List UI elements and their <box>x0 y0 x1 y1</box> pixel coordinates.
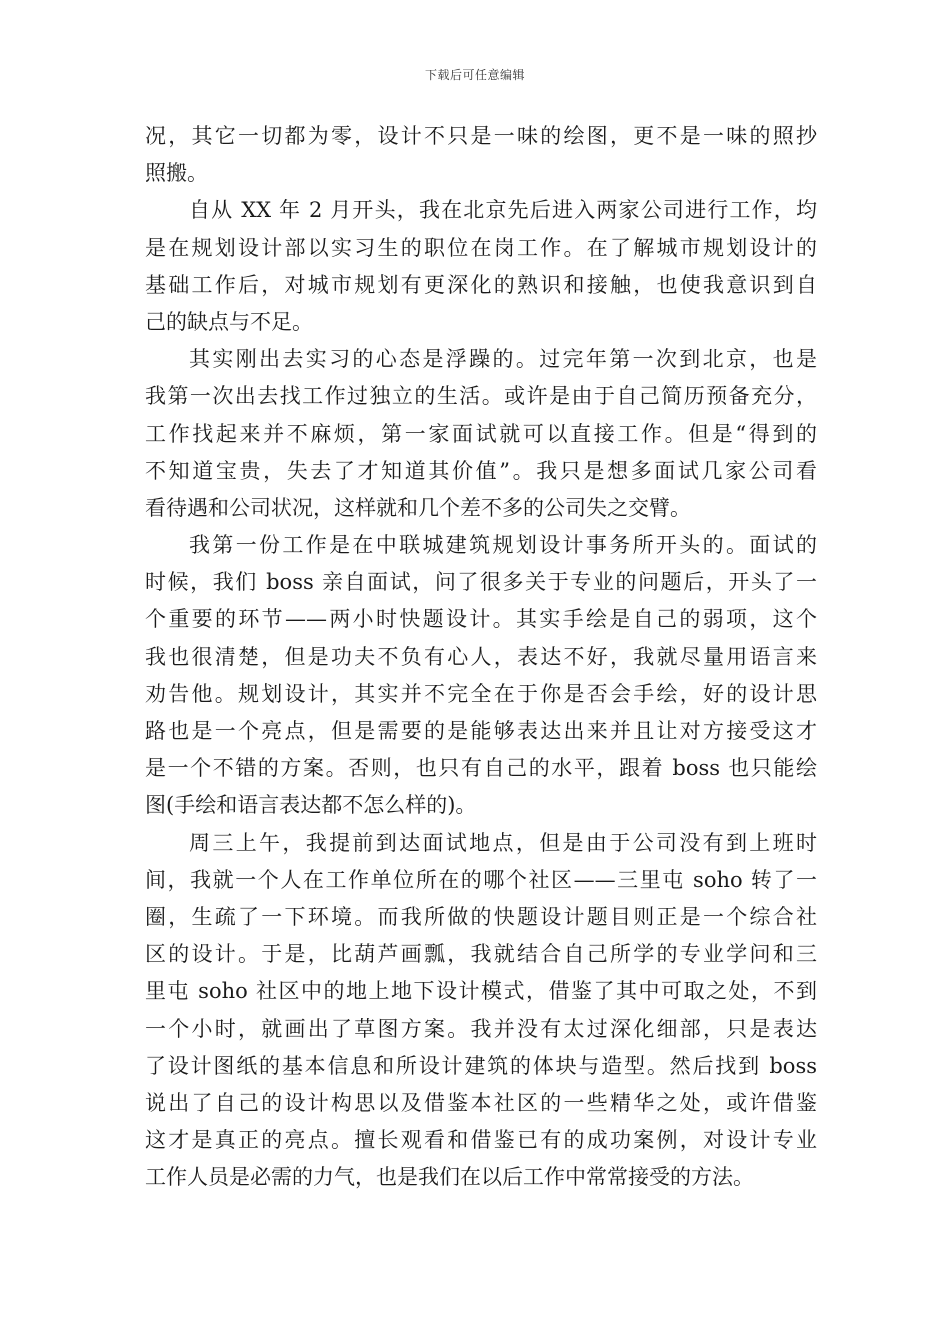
text-line: 这才是真正的亮点。擅长观看和借鉴已有的成功案例，对设计专业 <box>145 1128 817 1153</box>
text-line: 周三上午，我提前到达面试地点，但是由于公司没有到上班时 <box>189 830 817 855</box>
text-line: 劝告他。规划设计，其实并不完全在于你是否会手绘，好的设计思 <box>145 681 817 706</box>
document-body <box>145 118 817 1196</box>
text-line: 图(手绘和语言表达都不怎么样的)。 <box>145 793 477 818</box>
text-line: 是在规划设计部以实习生的职位在岗工作。在了解城市规划设计的 <box>145 235 817 260</box>
text-line: 说出了自己的设计构思以及借鉴本社区的一些精华之处，或许借鉴 <box>145 1090 817 1115</box>
text-line: 了设计图纸的基本信息和所设计建筑的体块与造型。然后找到 boss <box>145 1053 817 1078</box>
text-line: 一个小时，就画出了草图方案。我并没有太过深化细部，只是表达 <box>145 1016 817 1041</box>
text-line: 其实刚出去实习的心态是浮躁的。过完年第一次到北京，也是 <box>189 347 817 372</box>
page-header: 下载后可任意编辑 <box>424 68 525 82</box>
text-line: 工作找起来并不麻烦，第一家面试就可以直接工作。但是“得到的 <box>145 421 817 446</box>
text-line: 里屯 soho 社区中的地上地下设计模式，借鉴了其中可取之处，不到 <box>145 979 817 1004</box>
text-line: 我也很清楚，但是功夫不负有心人，表达不好，我就尽量用语言来 <box>145 644 817 669</box>
text-line: 圈，生疏了一下环境。而我所做的快题设计题目则正是一个综合社 <box>145 904 817 929</box>
text-line: 不知道宝贵，失去了才知道其价值”。我只是想多面试几家公司看 <box>145 458 817 483</box>
text-line: 间，我就一个人在工作单位所在的哪个社区——三里屯 soho 转了一 <box>145 867 817 892</box>
text-line: 是一个不错的方案。否则，也只有自己的水平，跟着 boss 也只能绘 <box>145 756 817 781</box>
text-line: 我第一次出去找工作过独立的生活。或许是由于自己简历预备充分， <box>145 384 817 409</box>
text-line: 基础工作后，对城市规划有更深化的熟识和接触，也使我意识到自 <box>145 272 817 297</box>
text-line: 个重要的环节——两小时快题设计。其实手绘是自己的弱项，这个 <box>145 607 817 632</box>
text-line: 况，其它一切都为零，设计不只是一味的绘图，更不是一味的照抄 <box>145 124 817 148</box>
text-line: 区的设计。于是，比葫芦画瓢，我就结合自己所学的专业学问和三 <box>145 942 817 967</box>
text-line: 己的缺点与不足。 <box>145 309 313 334</box>
text-line: 看待遇和公司状况，这样就和几个差不多的公司失之交臂。 <box>145 495 691 520</box>
text-line: 自从 XX 年 2 月开头，我在北京先后进入两家公司进行工作，均 <box>189 198 817 223</box>
text-line: 工作人员是必需的力气，也是我们在以后工作中常常接受的方法。 <box>145 1165 754 1190</box>
text-line: 路也是一个亮点，但是需要的是能够表达出来并且让对方接受这才 <box>145 719 817 743</box>
text-line: 照搬。 <box>145 161 208 186</box>
text-line: 时候，我们 boss 亲自面试，问了很多关于专业的问题后，开头了一 <box>145 570 817 595</box>
text-line: 我第一份工作是在中联城建筑规划设计事务所开头的。面试的 <box>189 533 817 558</box>
